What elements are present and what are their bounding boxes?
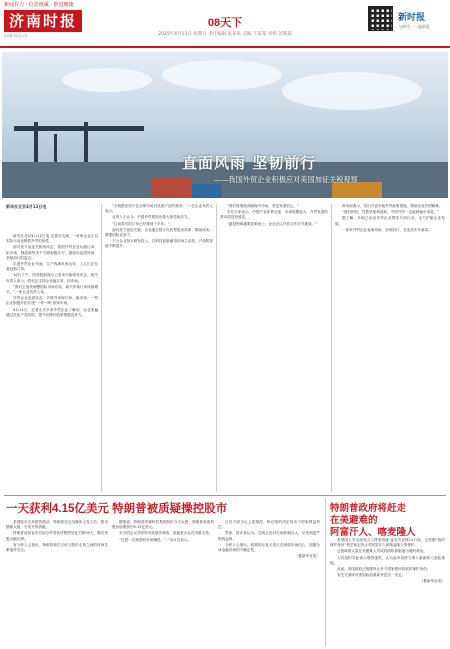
article-paragraph: 面对美方加征关税的冲击，我国外贸企业从稳订单、拓市场、强创新等多个方面积极应对，展现出直面风雨、坚韧前行的姿态。 xyxy=(6,245,98,260)
article-paragraph: 一家家外贸企业直面风雨、坚韧前行，在变局中开新局。 xyxy=(342,227,432,232)
article-paragraph: 特朗普此前宣布对部分贸易伙伴暂停加征关税90天，随后美股大幅反弹。 xyxy=(6,531,108,541)
article-paragraph: 这意味着大量在美避难人员或将面临被驱逐出境的命运。 xyxy=(337,549,427,554)
article-paragraph: 业内人士认为，中国外贸展现出强大韧性和活力。 xyxy=(112,215,192,220)
article-paragraph: 有分析人士指出，特朗普相关言论与股市走势之间的时间关系值得关注。 xyxy=(6,542,108,553)
column-divider xyxy=(216,204,217,492)
article-paragraph: 不少企业加大研发投入，以科技创新赢得市场主动权，产品附加值不断提升。 xyxy=(105,239,213,249)
container-stack xyxy=(192,184,222,198)
side-story-headline-line1[interactable]: 特朗普政府将赶走 xyxy=(330,503,407,514)
article-paragraph: 走进外贸企业车间，生产线满负荷运转，工人们正忙着赶制订单。 xyxy=(6,262,98,272)
article-paragraph: 据报道，特朗普传媒科技集团股价当天大涨，特朗普家族持股价值增加约4.15亿美元。 xyxy=(112,520,214,530)
masthead xyxy=(0,0,450,48)
logo-url: jnsb.e23.cn xyxy=(4,33,28,38)
article-paragraph: “我们正加快调整国际市场布局，新兴市场订单持续增长。”一家企业负责人说。 xyxy=(6,284,98,295)
page-label: 08天下 xyxy=(207,17,243,29)
brand-sub: 与时代 · 一起前进 xyxy=(398,24,430,29)
logo-tagline: 新闻有力 · 信息权威 · 推进便捷 xyxy=(4,2,74,8)
brand-name: 新时报 xyxy=(398,13,426,23)
column-divider xyxy=(325,498,326,646)
column-divider xyxy=(101,204,102,492)
section-divider xyxy=(4,495,446,496)
lead-dateline: 新华社北京4月12日电 xyxy=(6,204,47,209)
lead-article-col-1 xyxy=(6,234,98,492)
lead-article-col-3 xyxy=(220,204,328,492)
article-paragraph: 10日下午，国务院新闻办公室举行新闻发布会，相关负责人表示，将坚定支持企业稳订单、拓市场。 xyxy=(6,273,98,283)
lead-article-col-2 xyxy=(105,204,213,492)
hero-photo[interactable] xyxy=(2,52,448,198)
article-paragraph: 4月11日，记者走访多家外贸企业了解到，企业普遍通过优化产品结构、提升品牌价值来增强竞争力。 xyxy=(6,307,98,317)
article-paragraph: 此前，美国政府已相继终止多个国家移民的临时保护身份。 xyxy=(337,567,431,572)
article-paragraph: 然而，批评者认为，总统言论对市场影响巨大，应受到更严格的监督。 xyxy=(218,531,320,541)
date-line: 2025年4月13日 星期日 责任编辑 张某某 美编 王某某 审校 刘某某 xyxy=(158,32,292,37)
column-divider xyxy=(331,204,332,492)
article-paragraph: “我们将继续深耕海外市场，坚定发展信心。” xyxy=(227,204,300,208)
article-paragraph: “关税壁垒挡不住全球市场对优质产品的需求。”一位企业负责人表示。 xyxy=(105,204,213,214)
article-paragraph: “越是困难越要迎难而上，企业正以开放合作应对挑战。” xyxy=(227,221,317,226)
side-story-headline-line3[interactable]: 阿富汗人、喀麦隆人 xyxy=(330,527,416,538)
article-paragraph: 新华社北京4月12日电 记者们交流，一家家企业正以实际行动诠释着外贸的韧性。 xyxy=(6,234,98,244)
article-paragraph: 人权组织对此表示强烈谴责，认为此举将使当事人重新陷入危险境地。 xyxy=(330,555,445,565)
article-paragraph: “目前我们的订单已经排到下半年。” xyxy=(112,221,170,226)
side-story-body xyxy=(330,538,445,646)
article-paragraph: 外贸企业直面冲击，多措并举保订单、稳市场，一些企业积极开拓共建“一带一路”国家市场。 xyxy=(6,296,98,306)
article-paragraph: 白宫方面否认上述指控，称总统的决定均出于国家利益考虑。 xyxy=(218,520,320,530)
cloud xyxy=(162,60,282,90)
market-story-col-2 xyxy=(112,520,214,646)
article-paragraph: 有关方面呼吁美国政府重新考虑这一决定。 xyxy=(337,573,406,578)
market-story-source: （据新华社电） xyxy=(294,554,320,559)
hero-headline[interactable]: 直面风雨 坚韧前行 xyxy=(182,154,317,172)
container-stack xyxy=(152,178,192,198)
article-paragraph: 分析人士指出，政策的反复无常正在削弱市场信心，加剧全球金融市场的不确定性。 xyxy=(218,542,320,553)
article-paragraph: 美国国土安全部发言人特里西娅·麦克劳克林11日说，已依据“临时保护身份”相关规定终止对阿富汗人和喀麦隆人的保护。 xyxy=(330,538,445,548)
side-story-source: （据新华社电） xyxy=(419,579,445,584)
article-paragraph: 商务部表示，将出台更多稳外贸政策措施，帮助企业纾困解难。 xyxy=(342,204,443,208)
hero-subheadline: ——我国外贸企业积极应对美国加征关税观察 xyxy=(214,175,358,184)
cloud xyxy=(62,68,152,92)
article-paragraph: 据了解，多地已启动外贸企业帮扶专项行动，全力护航企业发展。 xyxy=(335,216,445,226)
article-paragraph: 美国股市近来剧烈波动，特朗普在社交媒体上发文后，股市随即大涨，引发外界质疑。 xyxy=(6,520,108,530)
side-story-headline-line2[interactable]: 在美避难的 xyxy=(330,515,378,526)
market-story-col-1 xyxy=(6,520,108,646)
article-paragraph: “这是一次典型的市场操控。”一名议员表示。 xyxy=(119,537,192,542)
article-paragraph: 多名国会议员呼吁对此展开调查，质疑是否存在内幕交易。 xyxy=(119,531,213,536)
article-paragraph: 多位专家表示，中国产业体系完备、市场规模庞大，外贸发展的基本面没有改变。 xyxy=(220,210,328,220)
header-divider xyxy=(0,46,450,48)
market-story-headline[interactable]: 一天获利4.15亿美元 特朗普被质疑操控股市 xyxy=(6,503,228,515)
qr-code-icon[interactable] xyxy=(368,6,393,31)
article-paragraph: “我们相信，凭着坚韧和创新，中国外贸一定能够稳中求进。” xyxy=(342,210,440,215)
article-paragraph: 面对美方加征关税，企业通过数字化转型提高效率、降低成本，增强国际竞争力。 xyxy=(105,227,213,238)
market-story-col-3 xyxy=(218,520,320,646)
lead-article-col-4 xyxy=(335,204,445,492)
cloud xyxy=(282,72,422,110)
newspaper-logo[interactable] xyxy=(4,2,154,46)
logo-name: 济南时报 xyxy=(4,10,82,32)
